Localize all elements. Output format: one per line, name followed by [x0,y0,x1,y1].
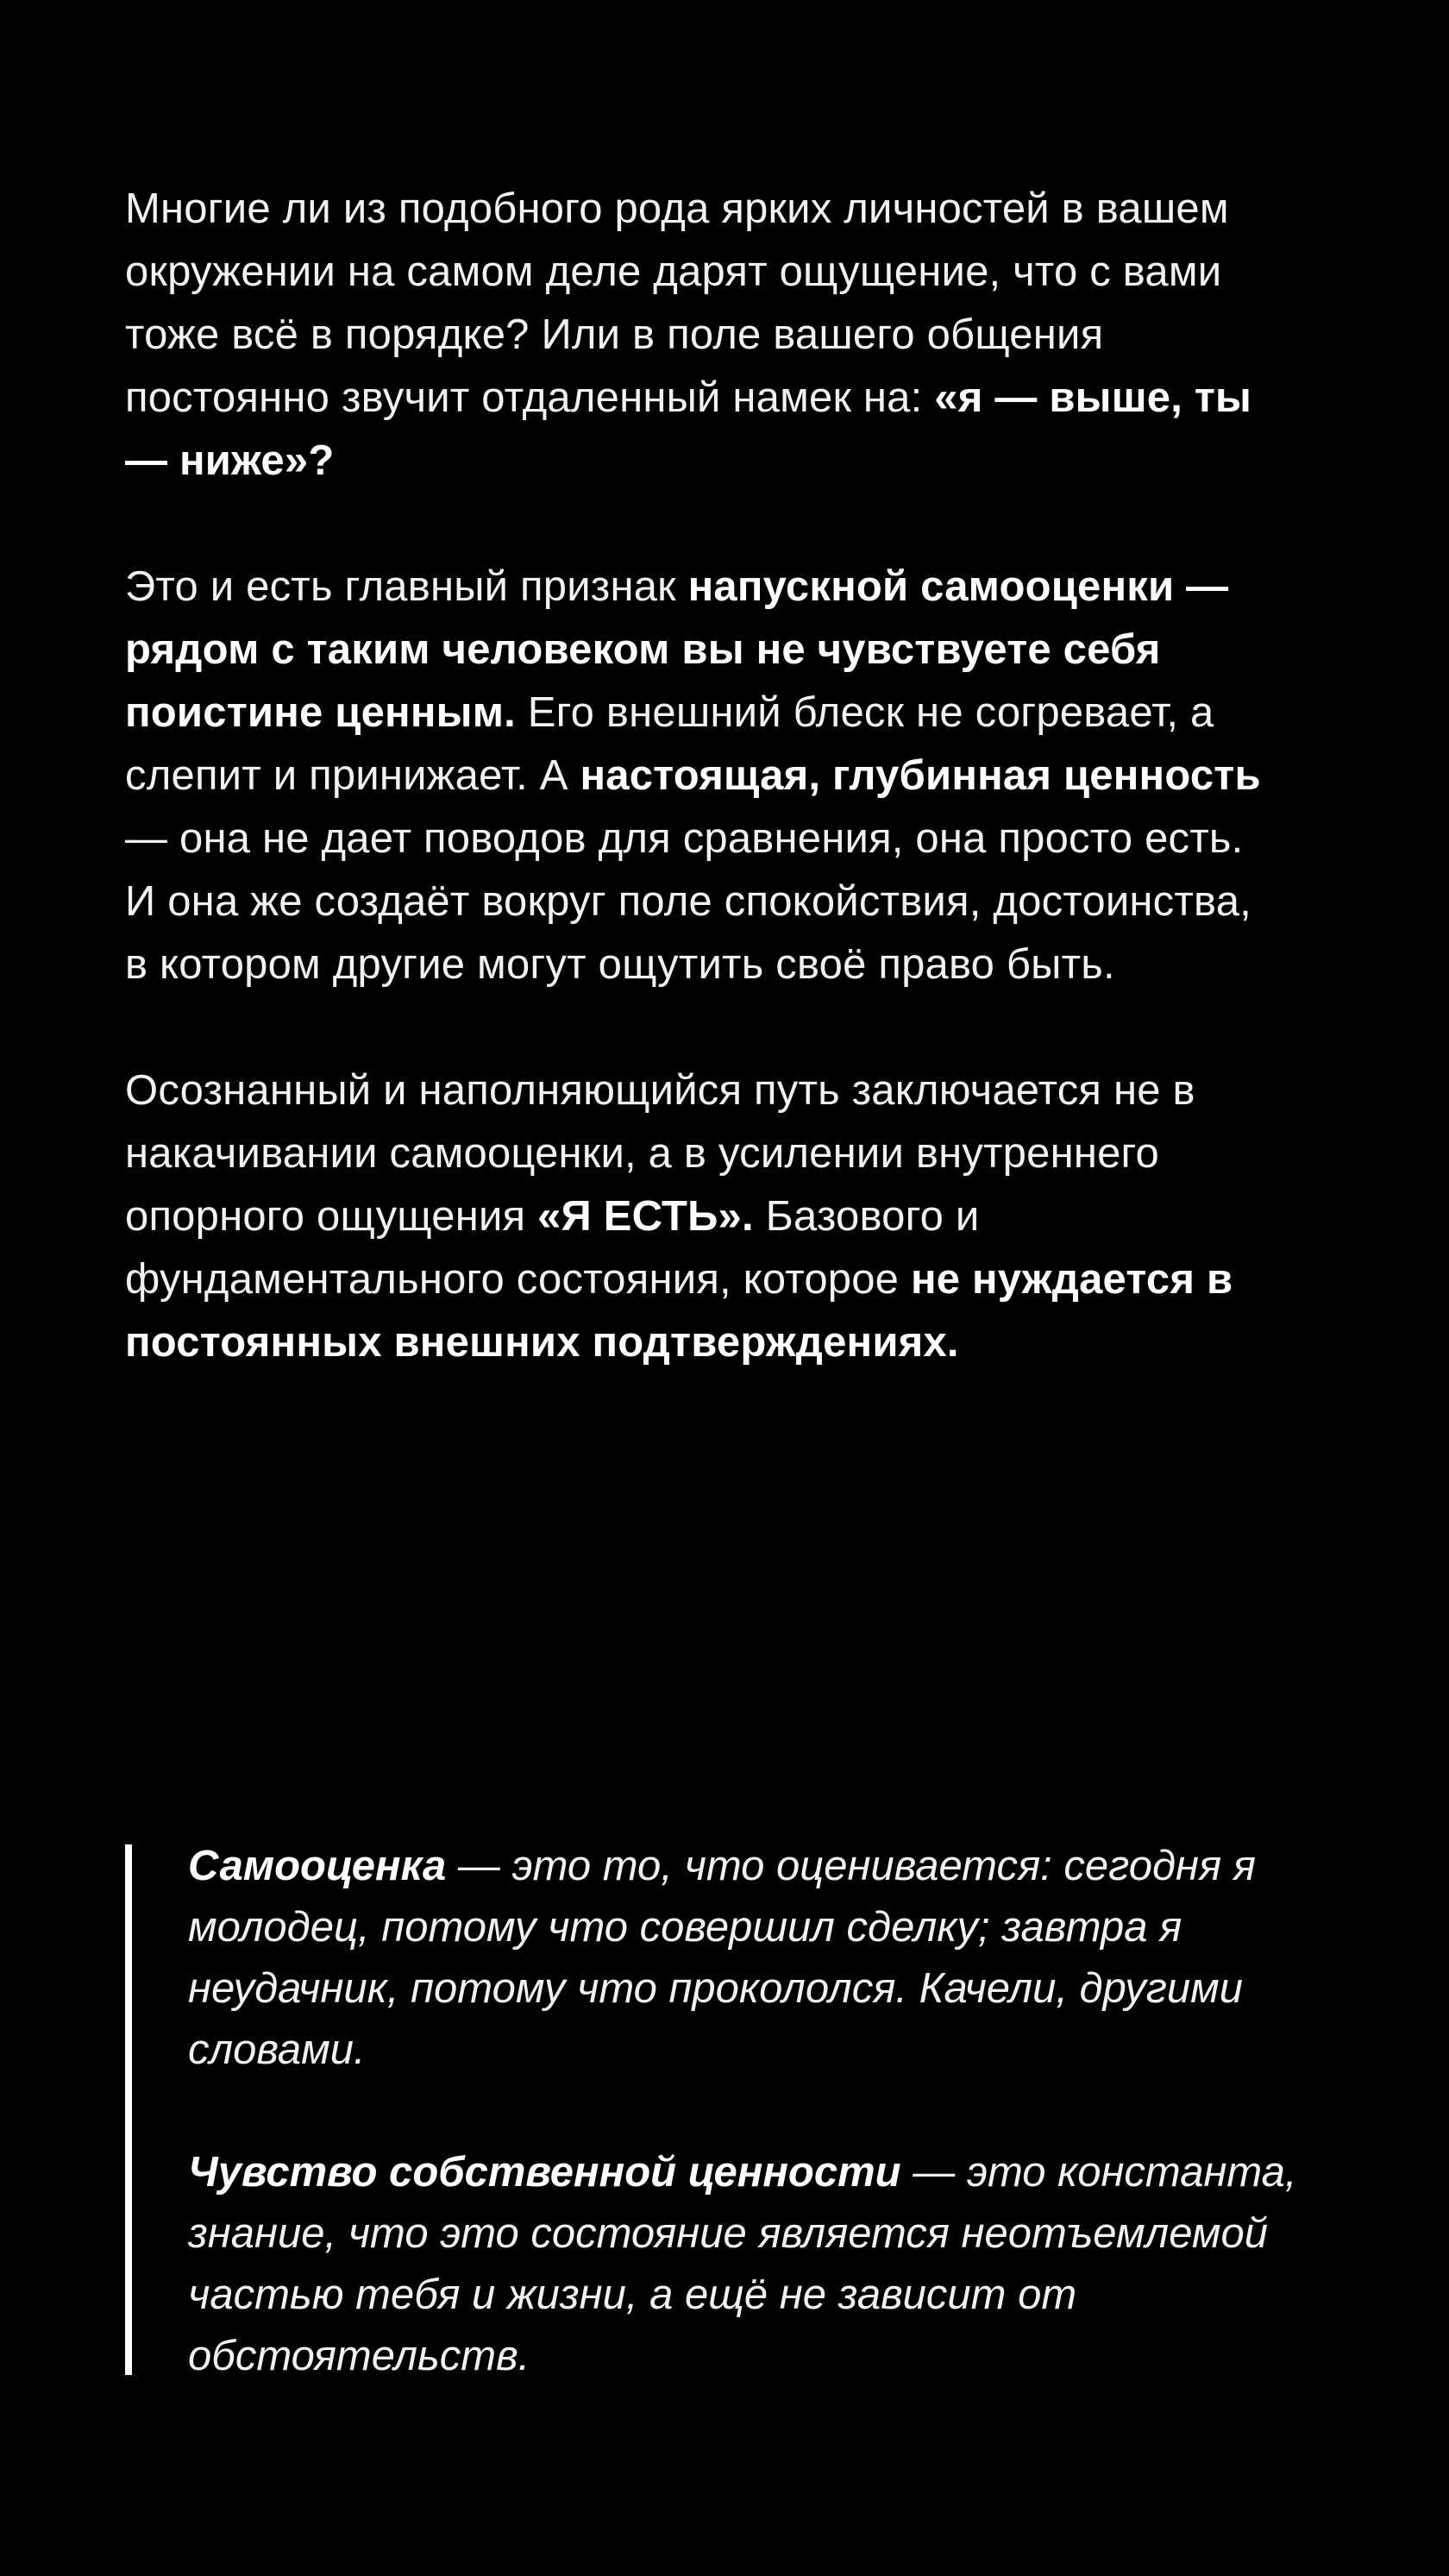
quote-text-self-esteem: — это то, что оценивается: сегодня я молодец, потому что совершил сделку; завтра я неудачник, потому что прокололся. Качели, другими словами. [188,1843,1256,2073]
paragraph-2-text-2: Его внешний блеск не согревает, а слепит и принижает. А [125,689,1214,799]
paragraph-2-bold-1: напускной самооценки — рядом с таким человеком вы не чувствуете себя поистине ценным. [125,563,1229,736]
paragraph-3-text-2: Базового и фундаментального состояния, которое [125,1193,980,1303]
paragraph-2 [125,556,1264,996]
paragraph-1 [125,178,1264,493]
paragraph-2-text-3: — она не дает поводов для сравнения, она просто есть. И она же создаёт вокруг поле спокойствия, достоинства, в котором другие могут ощутить своё право быть. [125,815,1251,988]
quote-term-self-worth: Чувство собственной ценности [188,2149,901,2196]
blockquote-bar [125,1844,132,2375]
paragraph-3-text-1: Осознанный и наполняющийся путь заключается не в накачивании самооценки, а в усилении внутреннего опорного ощущения [125,1067,1195,1240]
quote-text-self-worth: — это константа, знание, что это состояние является неотъемлемой частью тебя и жизни, а ещё не зависит от обстоятельств. [188,2149,1297,2379]
paragraph-3-bold-2: не нуждается в постоянных внешних подтверждениях. [125,1256,1233,1366]
quote-item-self-worth [188,2142,1318,2387]
quote-item-self-esteem [188,1836,1318,2081]
paragraph-2-bold-2: настоящая, глубинная ценность [580,752,1261,799]
paragraph-1-text-1: Многие ли из подобного рода ярких личностей в вашем окружении на самом деле дарят ощущение, что с вами тоже всё в порядке? Или в поле вашего общения постоянно звучит отдаленный намек на: [125,185,1229,421]
blockquote-body [188,1836,1318,2387]
paragraph-3 [125,1059,1264,1374]
paragraph-2-text-1: Это и есть главный признак [125,563,688,610]
blockquote [125,1836,1315,2379]
paragraph-1-bold-1: «я — выше, ты — ниже»? [125,374,1252,484]
quote-term-self-esteem: Самооценка [188,1843,447,1889]
article-body [125,178,1264,1374]
paragraph-3-bold-1: «Я ЕСТЬ». [537,1193,754,1240]
